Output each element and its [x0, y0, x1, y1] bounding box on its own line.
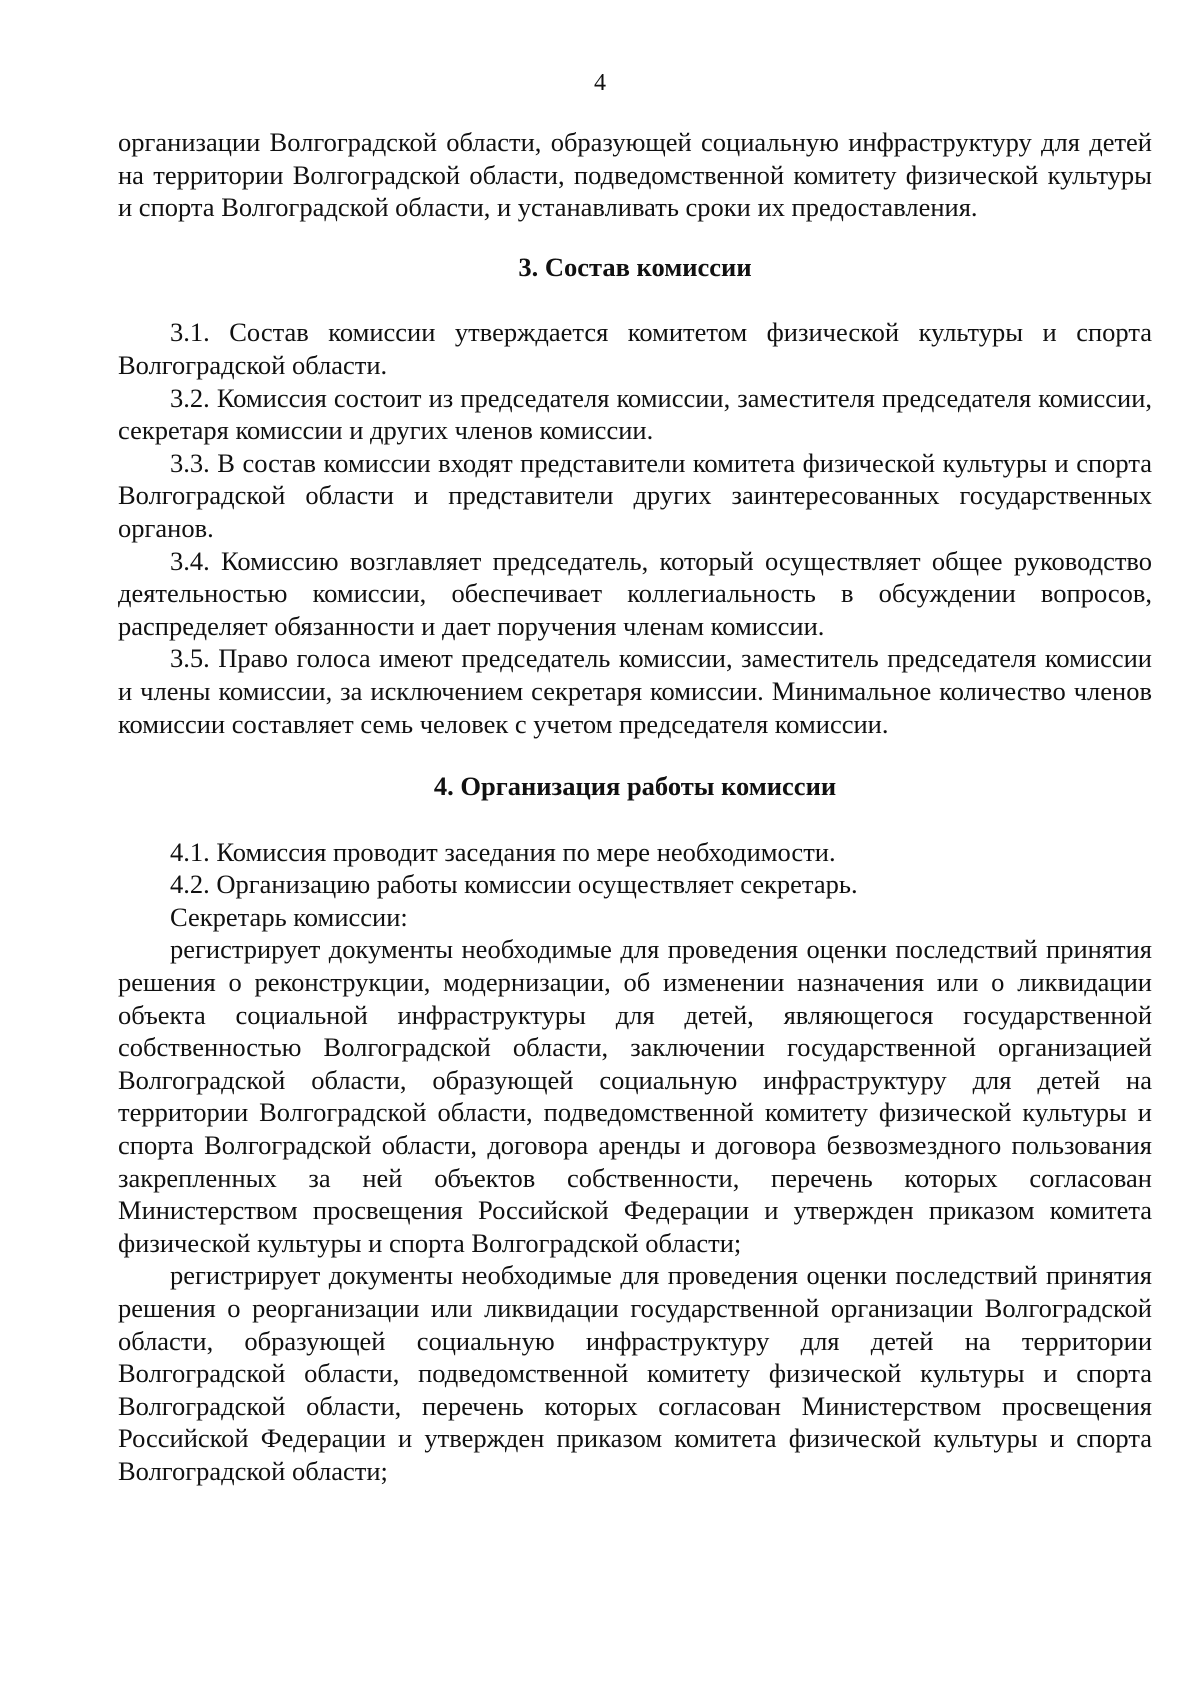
section-3-body	[118, 316, 1152, 740]
section-4-body	[118, 836, 1152, 1488]
clause-4-2: 4.2. Организацию работы комиссии осуществляет секретарь.	[170, 869, 858, 900]
clause-3-4: 3.4. Комиссию возглавляет председатель, который осуществляет общее руководство деятельностью комиссии, обеспечивает коллегиальность в обсуждении вопросов, распределяет обязанности и дает поручения членам комиссии.	[118, 545, 1152, 641]
clause-3-1: 3.1. Состав комиссии утверждается комитетом физической культуры и спорта Волгоградской области.	[118, 317, 1152, 380]
document-body	[118, 126, 1152, 1488]
intro-paragraph: организации Волгоградской области, образующей социальную инфраструктуру для детей на территории Волгоградской области, подведомственной комитету физической культуры и спорта Волгоградской области, и устанавливать сроки их предоставления.	[118, 127, 1152, 223]
secretary-duty-2: регистрирует документы необходимые для проведения оценки последствий принятия решения о реорганизации или ликвидации государственной организации Волгоградской области, образующей социальную инфраструктуру для детей на территории Волгоградской области, подведомственной комитету физической культуры и спорта Волгоградской области, перечень которых согласован Министерством просвещения Российской Федерации и утвержден приказом комитета физической культуры и спорта Волгоградской области;	[118, 1260, 1152, 1486]
secretary-duty-1: регистрирует документы необходимые для проведения оценки последствий принятия решения о реконструкции, модернизации, об изменении назначения или о ликвидации объекта социальной инфраструктуры для детей, являющегося государственной собственностью Волгоградской области, заключении государственной организацией Волгоградской области, образующей социальную инфраструктуру для детей на территории Волгоградской области, подведомственной комитету физической культуры и спорта Волгоградской области, договора аренды и договора безвозмездного пользования закрепленных за ней объектов собственности, перечень которых согласован Министерством просвещения Российской Федерации и утвержден приказом комитета физической культуры и спорта Волгоградской области;	[118, 934, 1152, 1258]
clause-4-1: 4.1. Комиссия проводит заседания по мере необходимости.	[170, 836, 836, 867]
section-3-heading: 3. Состав комиссии	[518, 251, 752, 282]
section-4-heading: 4. Организация работы комиссии	[433, 771, 837, 802]
clause-3-3: 3.3. В состав комиссии входят представители комитета физической культуры и спорта Волгоградской области и представители других заинтересованных государственных органов.	[118, 447, 1152, 543]
page-number: 4	[594, 70, 606, 96]
clause-3-2: 3.2. Комиссия состоит из председателя комиссии, заместителя председателя комиссии, секретаря комиссии и других членов комиссии.	[118, 382, 1152, 446]
secretary-intro: Секретарь комиссии:	[170, 901, 408, 932]
clause-3-5: 3.5. Право голоса имеют председатель комиссии, заместитель председателя комиссии и члены комиссии, за исключением секретаря комиссии. Минимальное количество членов комиссии составляет семь человек с учетом председателя комиссии.	[118, 643, 1152, 739]
